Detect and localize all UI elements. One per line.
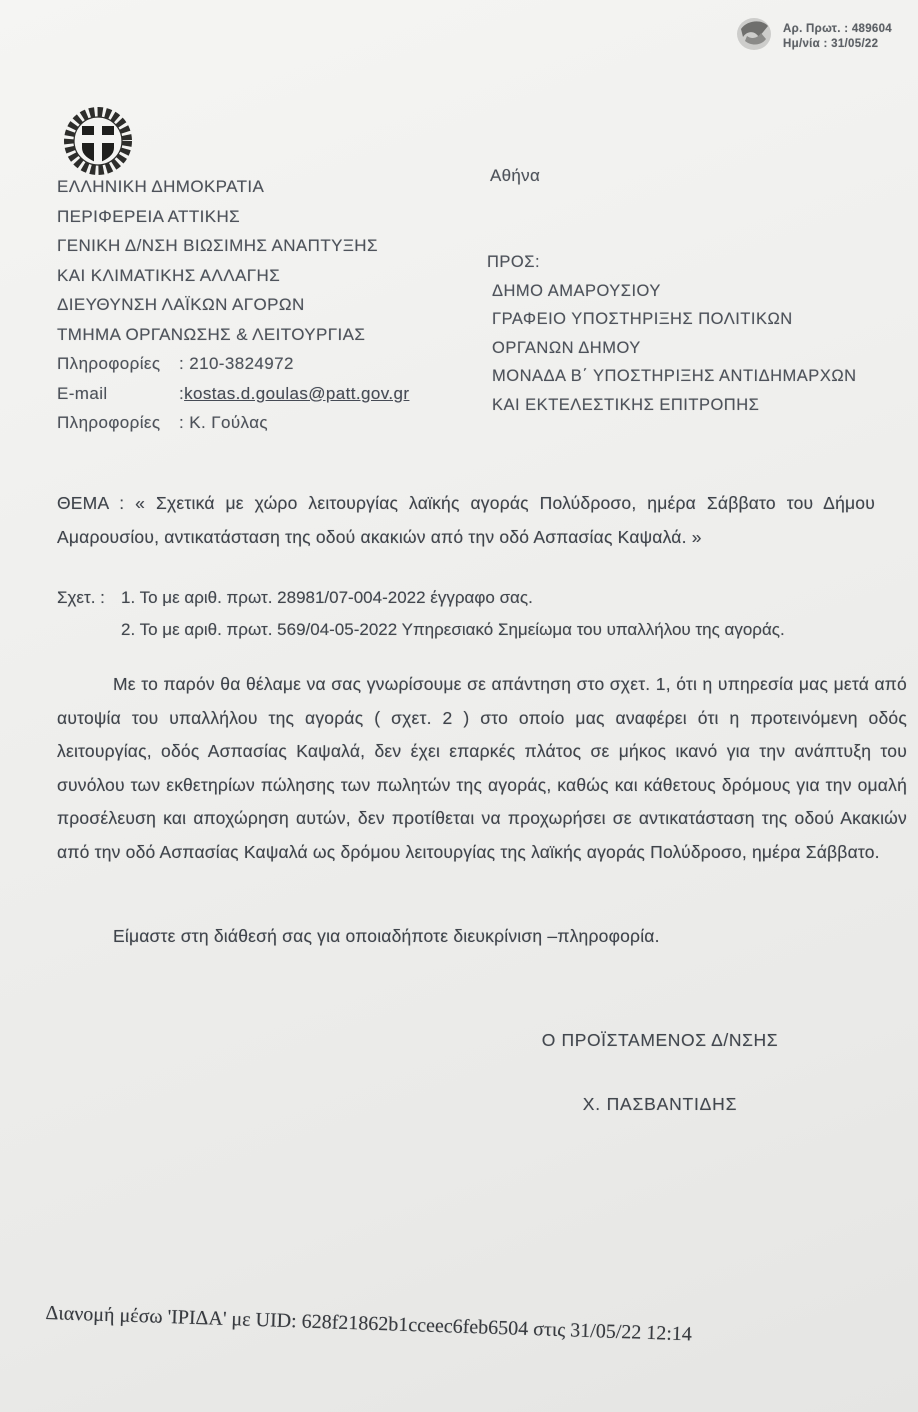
agency-swirl-icon [735, 16, 775, 57]
city-line: Αθήνα [490, 166, 541, 185]
references-items [121, 582, 785, 645]
email-link[interactable]: kostas.d.goulas@patt.gov.gr [184, 383, 410, 403]
person-value: : Κ. Γούλας [179, 413, 269, 432]
phone-value: : 210-3824972 [179, 354, 294, 373]
person-label: Πληροφορίες [57, 413, 161, 432]
closing-paragraph: Είμαστε στη διάθεσή σας για οποιαδήποτε διευκρίνιση –πληροφορία. [113, 926, 660, 946]
letterhead [57, 172, 477, 438]
recipient-line: ΚΑΙ ΕΚΤΕΛΕΣΤΙΚΗΣ ΕΠΙΤΡΟΠΗΣ [492, 395, 760, 414]
reference-item: 1. Το με αριθ. πρωτ. 28981/07-004-2022 έγγραφο σας. [121, 588, 533, 607]
letterhead-line: ΔΙΕΥΘΥΝΣΗ ΛΑΪΚΩΝ ΑΓΟΡΩΝ [57, 295, 305, 314]
references-block [57, 582, 785, 645]
letterhead-line: ΚΑΙ ΚΛΙΜΑΤΙΚΗΣ ΑΛΛΑΓΗΣ [57, 265, 281, 285]
to-label: ΠΡΟΣ: [487, 253, 541, 271]
body-paragraph: Με το παρόν θα θέλαμε να σας γνωρίσουμε σε απάντηση στο σχετ. 1, ότι η υπηρεσία μας μετά από αυτοψία του υπαλλήλου της αγοράς ( σχετ. 2 ) στο οποίο μας αναφέρει ότι η προτεινόμενη οδός λειτουργίας, οδός Ασπασίας Καψαλά, δεν έχει επαρκές πλάτος σε μήκος ικανό για την ανάπτυξη του συνόλου των εκθετηρίων πώλησης των πωλητών της αγοράς, καθώς και κάθετους δρόμους για την ομαλή προσέλευση και αποχώρηση αυτών, δεν προτίθεται να προχωρήσει σε αντικατάσταση της οδού Ακακιών από την οδό Ασπασίας Καψαλά ως δρόμου λειτουργίας της λαϊκής αγοράς Πολύδροσο, ημέρα Σάββατο. [57, 674, 907, 862]
letterhead-line: ΕΛΛΗΝΙΚΗ ΔΗΜΟΚΡΑΤΙΑ [57, 177, 265, 196]
contact-phone-row [57, 349, 477, 379]
recipient-line: ΔΗΜΟ ΑΜΑΡΟΥΣΙΟΥ [492, 281, 661, 300]
protocol-date: Ημ/νία : 31/05/22 [783, 37, 879, 50]
contact-email-row [57, 379, 477, 409]
reference-item: 2. Το με αριθ. πρωτ. 569/04-05-2022 Υπηρεσιακό Σημείωμα του υπαλλήλου της αγοράς. [121, 619, 785, 639]
email-label: E-mail [57, 383, 108, 403]
contact-person-row [57, 408, 477, 438]
stamp-text [783, 22, 892, 52]
recipient-lines [487, 277, 907, 420]
letterhead-line: ΤΜΗΜΑ ΟΡΓΑΝΩΣΗΣ & ΛΕΙΤΟΥΡΓΙΑΣ [57, 324, 366, 344]
signer-name: Χ. ΠΑΣΒΑΝΤΙΔΗΣ [582, 1094, 738, 1114]
letterhead-line: ΠΕΡΙΦΕΡΕΙΑ ΑΤΤΙΚΗΣ [57, 206, 241, 226]
letterhead-line: ΓΕΝΙΚΗ Δ/ΝΣΗ ΒΙΩΣΙΜΗΣ ΑΝΑΠΤΥΞΗΣ [57, 236, 378, 255]
subject-line: ΘΕΜΑ : « Σχετικά με χώρο λειτουργίας λαϊκής αγοράς Πολύδροσο, ημέρα Σάββατο του Δήμου Αμαρουσίου, αντικατάσταση της οδού ακακιών από την οδό Ασπασίας Καψαλά. » [57, 493, 875, 547]
registry-stamp [735, 16, 892, 57]
references-label: Σχετ. : [57, 588, 105, 607]
phone-label: Πληροφορίες [57, 354, 161, 373]
signer-title: Ο ΠΡΟΪΣΤΑΜΕΝΟΣ Δ/ΝΣΗΣ [541, 1030, 779, 1050]
recipient-line: ΟΡΓΑΝΩΝ ΔΗΜΟΥ [492, 338, 641, 357]
recipient-line: ΓΡΑΦΕΙΟ ΥΠΟΣΤΗΡΙΞΗΣ ΠΟΛΙΤΙΚΩΝ [492, 310, 793, 328]
recipient-line: ΜΟΝΑΔΑ Β΄ ΥΠΟΣΤΗΡΙΞΗΣ ΑΝΤΙΔΗΜΑΡΧΩΝ [492, 367, 857, 385]
recipient-block [487, 248, 907, 419]
distribution-footer: Διανομή μέσω 'ΙΡΙΔΑ' με UID: 628f21862b1cceec6feb6504 στις 31/05/22 12:14 [45, 1302, 693, 1346]
protocol-number: Αρ. Πρωτ. : 489604 [783, 22, 892, 35]
email-colon: : [179, 383, 185, 403]
signature-block [490, 1030, 830, 1115]
